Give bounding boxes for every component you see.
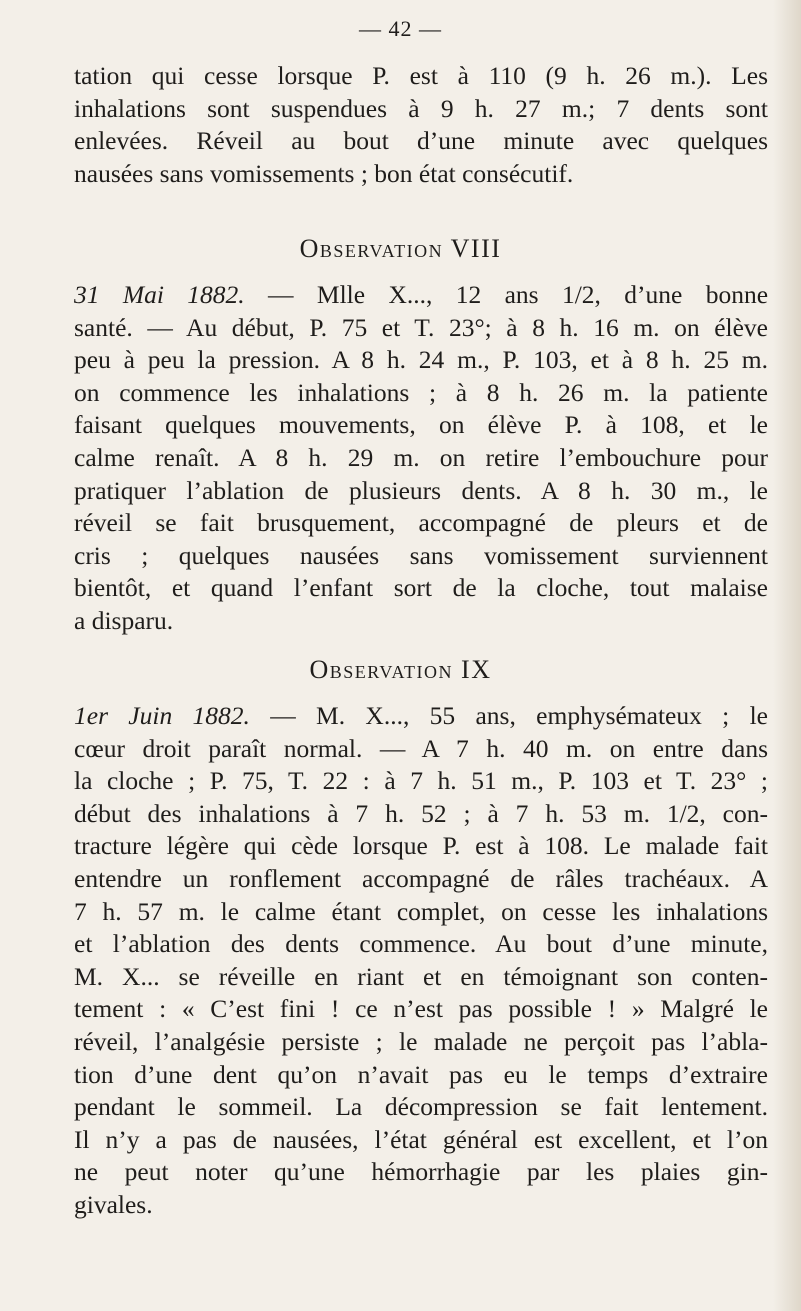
observation-date: 1er Juin 1882. bbox=[74, 701, 250, 730]
text-line: cris ; quelques nausées sans vomissement surviennent bbox=[74, 540, 768, 570]
observation-ix-paragraph bbox=[74, 700, 768, 1222]
text-line: tracture légère qui cède lorsque P. est à 108. Le malade fait bbox=[74, 831, 768, 861]
text-line: cœur droit paraît normal. — A 7 h. 40 m. on entre dans bbox=[74, 733, 768, 763]
text-line: réveil, l’analgésie persiste ; le malade ne perçoit pas l’abla- bbox=[74, 1026, 768, 1056]
text-line: entendre un ronflement accompagné de râles trachéaux. A bbox=[74, 863, 768, 893]
text-line: début des inhalations à 7 h. 52 ; à 7 h. 53 m. 1/2, con- bbox=[74, 798, 768, 828]
text-line: tion d’une dent qu’on n’avait pas eu le temps d’extraire bbox=[74, 1059, 768, 1089]
text-line: faisant quelques mouvements, on élève P. à 108, et le bbox=[74, 410, 768, 440]
observation-date: 31 Mai 1882. bbox=[74, 280, 245, 309]
text-line: pratiquer l’ablation de plusieurs dents. A 8 h. 30 m., le bbox=[74, 475, 768, 505]
text-line bbox=[74, 279, 768, 312]
text-line: enlevées. Réveil au bout d’une minute avec quelques bbox=[74, 126, 768, 156]
text-line: ne peut noter qu’une hémorrhagie par les plaies gin- bbox=[74, 1157, 768, 1187]
text-line: tement : « C’est fini ! ce n’est pas possible ! » Malgré le bbox=[74, 994, 768, 1024]
text-line: givales. bbox=[74, 1189, 153, 1219]
text-line: pendant le sommeil. La décompression se fait lentement. bbox=[74, 1092, 768, 1122]
text-line bbox=[74, 700, 768, 733]
text-line: réveil se fait brusquement, accompagné de pleurs et de bbox=[74, 508, 768, 538]
text-line-rest: — Mlle X..., 12 ans 1/2, d’une bonne bbox=[244, 280, 769, 309]
observation-ix-heading: Observation IX bbox=[309, 655, 492, 684]
text-line-rest: — M. X..., 55 ans, emphysémateux ; le bbox=[249, 701, 768, 730]
text-line: la cloche ; P. 75, T. 22 : à 7 h. 51 m., P. 103 et T. 23° ; bbox=[74, 766, 768, 796]
intro-paragraph bbox=[74, 60, 768, 190]
text-line: bientôt, et quand l’enfant sort de la cloche, tout malaise bbox=[74, 573, 768, 603]
observation-viii-paragraph bbox=[74, 279, 768, 638]
text-line: Il n’y a pas de nausées, l’état général est excellent, et l’on bbox=[74, 1124, 768, 1154]
text-line: peu à peu la pression. A 8 h. 24 m., P. 103, et à 8 h. 25 m. bbox=[74, 345, 768, 375]
page-number: — 42 — bbox=[359, 16, 442, 41]
text-line: a disparu. bbox=[74, 605, 174, 635]
text-line: calme renaît. A 8 h. 29 m. on retire l’embouchure pour bbox=[74, 442, 768, 472]
observation-viii-heading: Observation VIII bbox=[299, 234, 502, 263]
text-line: nausées sans vomissements ; bon état consécutif. bbox=[74, 158, 574, 188]
text-line: on commence les inhalations ; à 8 h. 26 m. la patiente bbox=[74, 377, 768, 407]
text-line: et l’ablation des dents commence. Au bout d’une minute, bbox=[74, 929, 768, 959]
text-line: santé. — Au début, P. 75 et T. 23°; à 8 h. 16 m. on élève bbox=[74, 312, 768, 342]
text-line: M. X... se réveille en riant et en témoignant son conten- bbox=[74, 961, 768, 991]
text-line: inhalations sont suspendues à 9 h. 27 m.; 7 dents sont bbox=[74, 93, 768, 123]
text-line: tation qui cesse lorsque P. est à 110 (9 h. 26 m.). Les bbox=[74, 61, 768, 90]
text-line: 7 h. 57 m. le calme étant complet, on cesse les inhalations bbox=[74, 896, 768, 926]
